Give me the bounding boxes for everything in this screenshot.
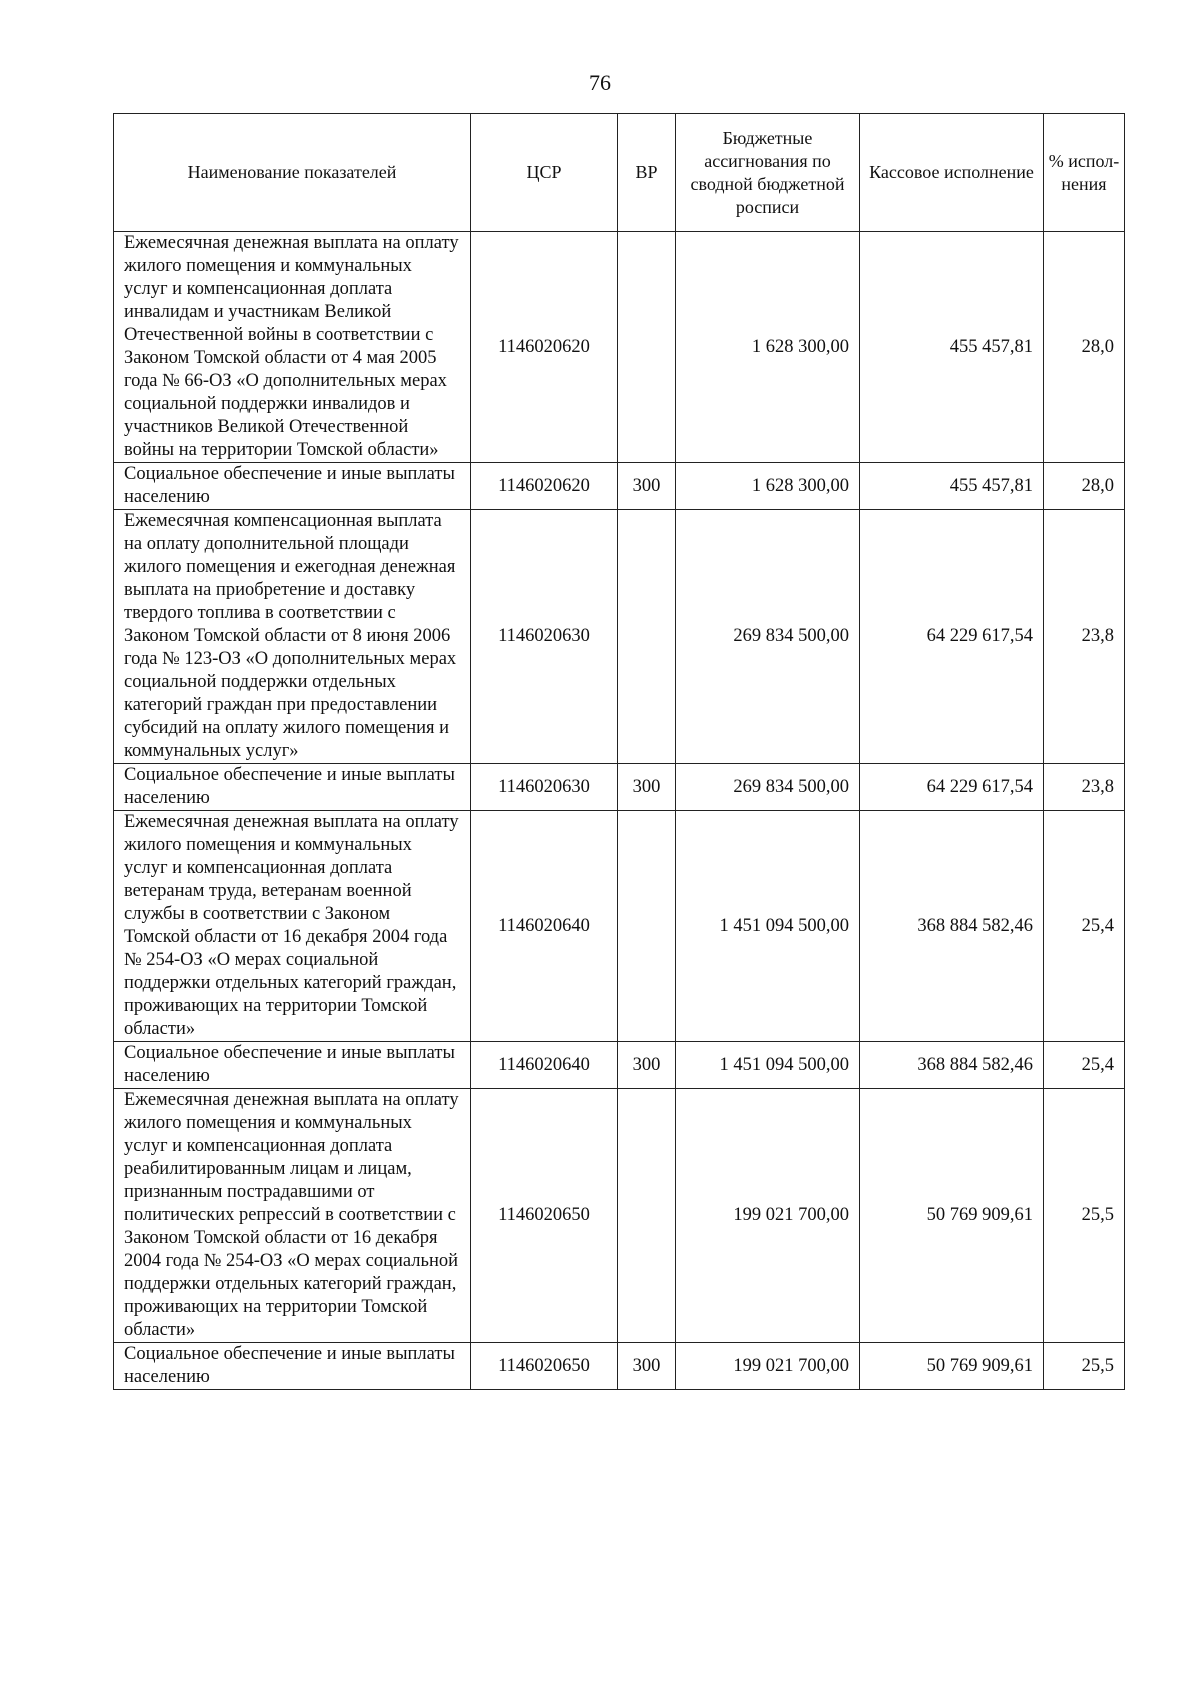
table-row (114, 232, 1125, 463)
row-percent: 23,8 (1044, 764, 1125, 811)
table-row (114, 510, 1125, 764)
row-percent: 25,4 (1044, 811, 1125, 1042)
row-percent: 25,4 (1044, 1042, 1125, 1089)
table-row (114, 811, 1125, 1042)
budget-execution-table (113, 113, 1125, 1390)
row-name: Ежемесячная денежная выплата на оплату жилого помещения и коммунальных услуг и компенсационная доплата инвалидам и участникам Великой Отечественной войны в соответствии с Законом Томской области от 4 мая 2005 года № 66-ОЗ «О дополнительных мерах социальной поддержки инвалидов и участников Великой Отечественной войны на территории Томской области» (114, 232, 471, 463)
row-cash: 50 769 909,61 (860, 1089, 1044, 1343)
header-csr: ЦСР (471, 114, 618, 232)
row-budget: 269 834 500,00 (676, 764, 860, 811)
table-row (114, 764, 1125, 811)
row-vr (618, 811, 676, 1042)
row-cash: 368 884 582,46 (860, 811, 1044, 1042)
row-csr: 1146020630 (471, 764, 618, 811)
row-cash: 455 457,81 (860, 463, 1044, 510)
row-csr: 1146020640 (471, 1042, 618, 1089)
row-vr (618, 232, 676, 463)
header-name: Наименование показателей (114, 114, 471, 232)
row-percent: 28,0 (1044, 232, 1125, 463)
row-vr: 300 (618, 463, 676, 510)
row-csr: 1146020650 (471, 1343, 618, 1390)
table-row (114, 1042, 1125, 1089)
table-row (114, 1089, 1125, 1343)
table-header-row (114, 114, 1125, 232)
row-csr: 1146020630 (471, 510, 618, 764)
row-budget: 199 021 700,00 (676, 1089, 860, 1343)
row-name: Социальное обеспечение и иные выплаты населению (114, 1042, 471, 1089)
row-name: Социальное обеспечение и иные выплаты населению (114, 463, 471, 510)
table-row (114, 463, 1125, 510)
row-cash: 455 457,81 (860, 232, 1044, 463)
row-csr: 1146020620 (471, 463, 618, 510)
row-vr: 300 (618, 1042, 676, 1089)
row-budget: 269 834 500,00 (676, 510, 860, 764)
row-name: Ежемесячная денежная выплата на оплату жилого помещения и коммунальных услуг и компенсационная доплата ветеранам труда, ветеранам военной службы в соответствии с Законом Томской области от 16 декабря 2004 года № 254-ОЗ «О мерах социальной поддержки отдельных категорий граждан, проживающих на территории Томской области» (114, 811, 471, 1042)
header-budget: Бюджетные ассигнования по сводной бюджетной росписи (676, 114, 860, 232)
row-budget: 1 451 094 500,00 (676, 1042, 860, 1089)
row-percent: 23,8 (1044, 510, 1125, 764)
row-budget: 1 628 300,00 (676, 232, 860, 463)
row-name: Социальное обеспечение и иные выплаты населению (114, 764, 471, 811)
page-number: 76 (589, 70, 611, 95)
row-name: Ежемесячная денежная выплата на оплату жилого помещения и коммунальных услуг и компенсационная доплата реабилитированным лицам и лицам, признанным пострадавшими от политических репрессий в соответствии с Законом Томской области от 16 декабря 2004 года № 254-ОЗ «О мерах социальной поддержки отдельных категорий граждан, проживающих на территории Томской области» (114, 1089, 471, 1343)
row-vr (618, 1089, 676, 1343)
row-cash: 50 769 909,61 (860, 1343, 1044, 1390)
row-percent: 25,5 (1044, 1089, 1125, 1343)
row-vr: 300 (618, 1343, 676, 1390)
row-percent: 28,0 (1044, 463, 1125, 510)
row-name: Ежемесячная компенсационная выплата на оплату дополнительной площади жилого помещения и ежегодная денежная выплата на приобретение и доставку твердого топлива в соответствии с Законом Томской области от 8 июня 2006 года № 123-ОЗ «О дополнительных мерах социальной поддержки отдельных категорий граждан при предоставлении субсидий на оплату жилого помещения и коммунальных услуг» (114, 510, 471, 764)
row-vr (618, 510, 676, 764)
header-vr: ВР (618, 114, 676, 232)
row-csr: 1146020620 (471, 232, 618, 463)
row-budget: 1 451 094 500,00 (676, 811, 860, 1042)
row-budget: 1 628 300,00 (676, 463, 860, 510)
row-name: Социальное обеспечение и иные выплаты населению (114, 1343, 471, 1390)
row-cash: 64 229 617,54 (860, 510, 1044, 764)
row-csr: 1146020640 (471, 811, 618, 1042)
header-percent: % испол-нения (1044, 114, 1125, 232)
row-budget: 199 021 700,00 (676, 1343, 860, 1390)
row-cash: 368 884 582,46 (860, 1042, 1044, 1089)
row-cash: 64 229 617,54 (860, 764, 1044, 811)
header-cash: Кассовое исполнение (860, 114, 1044, 232)
row-vr: 300 (618, 764, 676, 811)
table-row (114, 1343, 1125, 1390)
row-percent: 25,5 (1044, 1343, 1125, 1390)
row-csr: 1146020650 (471, 1089, 618, 1343)
